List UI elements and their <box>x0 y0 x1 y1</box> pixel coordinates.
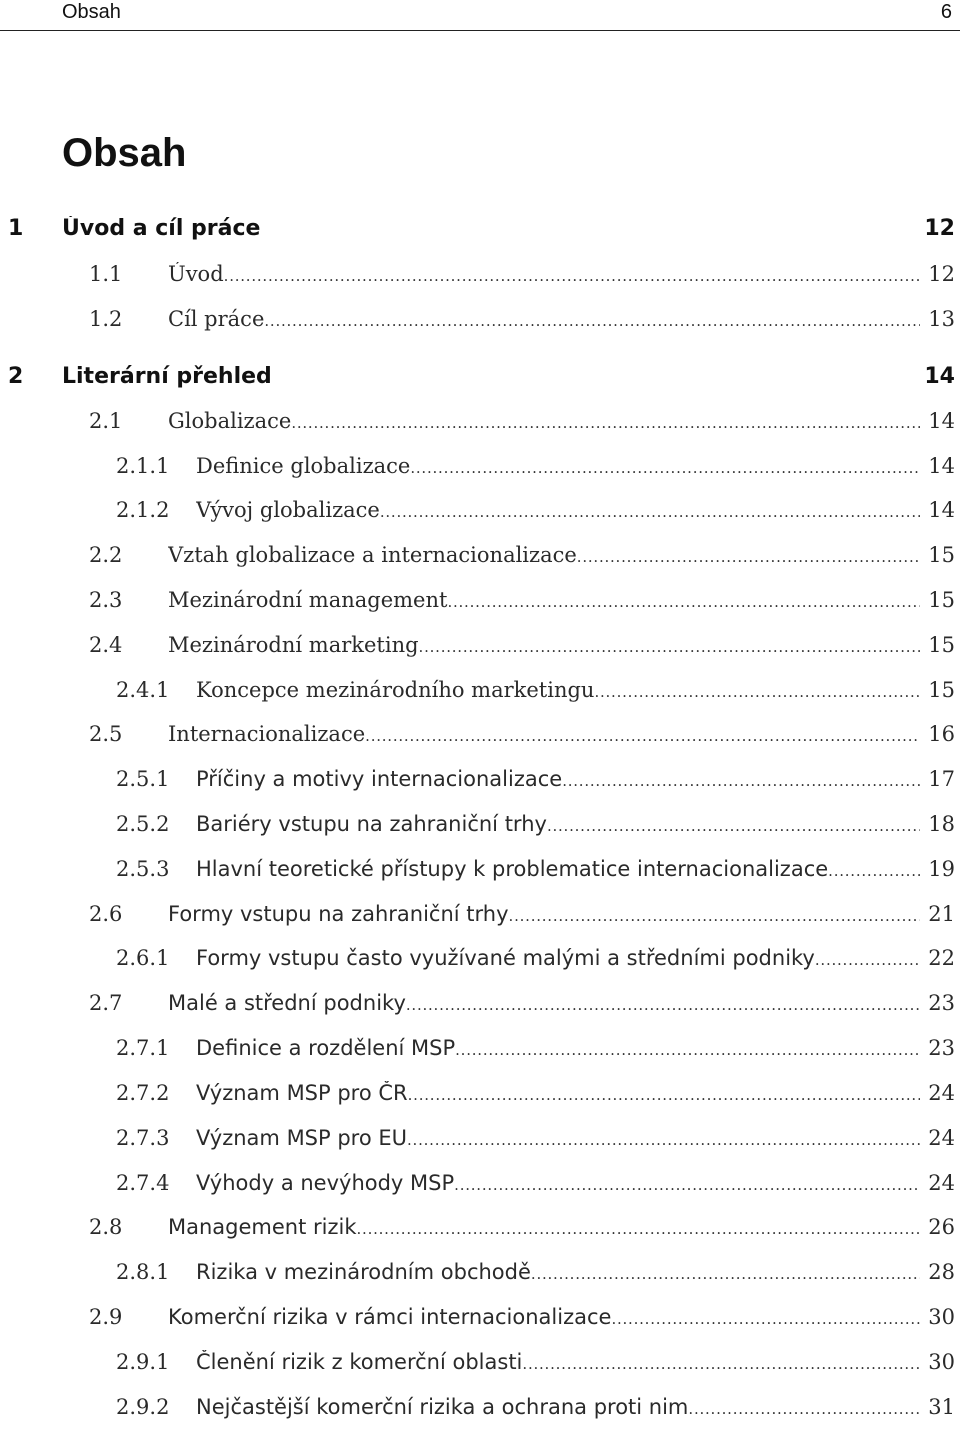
toc-entry-number: 2.4.1 <box>116 678 170 702</box>
toc-entry[interactable] <box>0 262 960 296</box>
toc-entry-page: 13 <box>928 307 955 331</box>
toc-entry-title-line <box>168 307 920 331</box>
toc-entry-title: Bariéry vstupu na zahraniční trhy <box>196 812 547 836</box>
dot-leader <box>407 1126 920 1150</box>
toc-entry-page: 19 <box>928 857 955 881</box>
toc-entry-number: 2.7.3 <box>116 1126 170 1150</box>
toc-entry-title: Malé a střední podniky <box>168 991 406 1015</box>
dot-leader <box>419 633 920 657</box>
dot-leader <box>562 767 920 791</box>
toc-entry-title: Nejčastější komerční rizika a ochrana proti nim <box>196 1395 689 1419</box>
toc-entry-page: 16 <box>928 722 955 746</box>
header-page-number: 6 <box>940 1 952 23</box>
toc-entry-title: Formy vstupu často využívané malými a středními podniky <box>196 946 815 970</box>
dot-leader <box>455 1036 920 1060</box>
dot-leader <box>408 1081 920 1105</box>
toc-entry[interactable] <box>0 543 960 577</box>
toc-entry[interactable] <box>0 409 960 443</box>
toc-entry-number: 2.6 <box>89 902 123 926</box>
toc-entry-page: 14 <box>928 409 955 433</box>
toc-entry[interactable] <box>0 722 960 756</box>
toc-entry-title-line <box>62 364 920 389</box>
toc-entry-title-line <box>168 409 920 433</box>
toc-entry-number: 2.1.1 <box>116 454 170 478</box>
toc-entry[interactable] <box>0 1215 960 1249</box>
toc-entry-title-line <box>196 1395 920 1419</box>
toc-entry-number: 2.7.4 <box>116 1171 170 1195</box>
toc-entry[interactable] <box>0 857 960 891</box>
toc-entry-title-line <box>168 1215 920 1239</box>
toc-entry-title: Globalizace <box>168 409 292 433</box>
toc-entry-title: Výhody a nevýhody MSP <box>196 1171 455 1195</box>
toc-entry-page: 17 <box>928 767 955 791</box>
toc-entry-number: 2.2 <box>89 543 123 567</box>
dot-leader <box>828 857 920 881</box>
toc-entry[interactable] <box>0 216 960 250</box>
running-header <box>0 0 960 31</box>
toc-entry-title: Rizika v mezinárodním obchodě <box>196 1260 531 1284</box>
toc-entry-title-line <box>168 633 920 657</box>
toc-entry-title: Hlavní teoretické přístupy k problematice internacionalizace <box>196 857 829 881</box>
toc-entry-number: 1 <box>8 216 24 241</box>
toc-entry[interactable] <box>0 498 960 532</box>
toc-entry-title-line <box>196 812 920 836</box>
toc-entry[interactable] <box>0 1126 960 1160</box>
toc-entry-page: 30 <box>928 1350 955 1374</box>
toc-entry[interactable] <box>0 1081 960 1115</box>
toc-entry-title: Management rizik <box>168 1215 357 1239</box>
toc-entry-title-line <box>62 216 920 241</box>
toc-entry-title-line <box>196 498 920 522</box>
toc-entry-title-line <box>168 722 920 746</box>
toc-entry-page: 12 <box>924 216 955 241</box>
toc-entry-title-line <box>196 946 920 970</box>
toc-entry[interactable] <box>0 307 960 341</box>
toc-entry[interactable] <box>0 991 960 1025</box>
toc-entry-title: Definice a rozdělení MSP <box>196 1036 456 1060</box>
toc-entry-number: 2.7.1 <box>116 1036 170 1060</box>
toc-entry-title-line <box>196 1260 920 1284</box>
toc-entry[interactable] <box>0 1036 960 1070</box>
dot-leader <box>410 454 920 478</box>
toc-entry-title-line <box>196 678 920 702</box>
toc-entry[interactable] <box>0 812 960 846</box>
toc-entry[interactable] <box>0 1395 960 1429</box>
toc-entry[interactable] <box>0 1171 960 1205</box>
toc-entry-title-line <box>196 767 920 791</box>
dot-leader <box>509 902 920 926</box>
toc-entry-title: Význam MSP pro EU <box>196 1126 408 1150</box>
toc-entry-title-line <box>196 1171 920 1195</box>
toc-entry-page: 24 <box>928 1171 955 1195</box>
toc-entry-title: Cíl práce <box>168 307 265 331</box>
toc-entry-title-line <box>168 588 920 612</box>
toc-entry[interactable] <box>0 633 960 667</box>
toc-entry-title: Mezinárodní management <box>168 588 448 612</box>
toc-entry-title-line <box>196 857 920 881</box>
toc-entry-title-line <box>168 902 920 926</box>
toc-entry-number: 2.5.2 <box>116 812 170 836</box>
toc-entry-number: 2.5.3 <box>116 857 170 881</box>
toc-entry[interactable] <box>0 364 960 398</box>
toc-entry-title: Příčiny a motivy internacionalizace <box>196 767 563 791</box>
toc-entry-title-line <box>196 454 920 478</box>
toc-entry-title: Definice globalizace <box>196 454 411 478</box>
toc-entry[interactable] <box>0 1260 960 1294</box>
dot-leader <box>531 1260 920 1284</box>
toc-entry-title: Úvod a cíl práce <box>62 216 261 241</box>
toc-entry-title: Koncepce mezinárodního marketingu <box>196 678 595 702</box>
toc-entry-title: Literární přehled <box>62 364 272 389</box>
dot-leader <box>547 812 920 836</box>
toc-entry-page: 28 <box>928 1260 955 1284</box>
toc-entry-page: 23 <box>928 991 955 1015</box>
toc-entry-number: 2.1.2 <box>116 498 170 522</box>
toc-entry-page: 15 <box>928 543 955 567</box>
dot-leader <box>594 678 920 702</box>
toc-entry-title: Internacionalizace <box>168 722 366 746</box>
toc-entry-title-line <box>168 262 920 286</box>
toc-entry-number: 2.9 <box>89 1305 123 1329</box>
toc-entry-number: 2.1 <box>89 409 123 433</box>
dot-leader <box>577 543 920 567</box>
toc-entry-page: 23 <box>928 1036 955 1060</box>
toc-entry[interactable] <box>0 1305 960 1339</box>
toc-entry-title-line <box>196 1126 920 1150</box>
dot-leader <box>357 1215 921 1239</box>
toc-entry-title-line <box>168 543 920 567</box>
toc-entry-title-line <box>168 991 920 1015</box>
toc-entry-number: 2.4 <box>89 633 123 657</box>
toc-entry-title: Mezinárodní marketing <box>168 633 419 657</box>
toc-entry-page: 14 <box>928 498 955 522</box>
dot-leader <box>224 262 920 286</box>
toc-entry[interactable] <box>0 767 960 801</box>
dot-leader <box>365 722 920 746</box>
toc-entry-page: 15 <box>928 678 955 702</box>
dot-leader <box>406 991 920 1015</box>
dot-leader <box>447 588 920 612</box>
dot-leader <box>380 498 920 522</box>
toc-entry-number: 2.9.2 <box>116 1395 170 1419</box>
toc-entry-page: 24 <box>928 1081 955 1105</box>
toc-entry-number: 2.9.1 <box>116 1350 170 1374</box>
toc-entry[interactable] <box>0 946 960 980</box>
toc-entry-title: Komerční rizika v rámci internacionalizace <box>168 1305 612 1329</box>
toc-entry-page: 15 <box>928 633 955 657</box>
toc-entry-title-line <box>196 1081 920 1105</box>
toc-entry-page: 15 <box>928 588 955 612</box>
toc-entry-page: 24 <box>928 1126 955 1150</box>
toc-entry-number: 2 <box>8 364 24 389</box>
toc-entry-number: 1.2 <box>89 307 123 331</box>
toc-entry-title: Členění rizik z komerční oblasti <box>196 1350 523 1374</box>
toc-entry-page: 14 <box>924 364 955 389</box>
toc-entry[interactable] <box>0 678 960 712</box>
toc-entry-number: 2.7 <box>89 991 123 1015</box>
toc-entry-title-line <box>196 1036 920 1060</box>
toc-entry-title-line <box>196 1350 920 1374</box>
page-title: Obsah <box>62 131 187 175</box>
toc-entry-page: 30 <box>928 1305 955 1329</box>
dot-leader <box>291 409 920 433</box>
toc-entry-title: Vztah globalizace a internacionalizace <box>168 543 577 567</box>
toc-entry[interactable] <box>0 454 960 488</box>
toc-entry-page: 21 <box>928 902 955 926</box>
toc-entry-number: 2.3 <box>89 588 123 612</box>
toc-entry-page: 14 <box>928 454 955 478</box>
dot-leader <box>611 1305 920 1329</box>
dot-leader <box>454 1171 920 1195</box>
toc-entry-number: 2.8 <box>89 1215 123 1239</box>
toc-entry[interactable] <box>0 588 960 622</box>
toc-entry-number: 2.6.1 <box>116 946 170 970</box>
toc-entry-number: 2.8.1 <box>116 1260 170 1284</box>
toc-entry-page: 12 <box>928 262 955 286</box>
toc-entry-page: 18 <box>928 812 955 836</box>
toc-entry-number: 2.5 <box>89 722 123 746</box>
header-section-name: Obsah <box>62 1 121 23</box>
toc-entry-number: 2.5.1 <box>116 767 170 791</box>
toc-entry-title: Formy vstupu na zahraniční trhy <box>168 902 509 926</box>
dot-leader <box>815 946 920 970</box>
toc-entry-title-line <box>168 1305 920 1329</box>
toc-entry[interactable] <box>0 1350 960 1384</box>
toc-entry-title: Význam MSP pro ČR <box>196 1081 408 1105</box>
dot-leader <box>522 1350 920 1374</box>
toc-entry-title: Úvod <box>168 262 224 286</box>
toc-entry-number: 1.1 <box>89 262 123 286</box>
toc-entry-page: 22 <box>928 946 955 970</box>
toc-entry-page: 26 <box>928 1215 955 1239</box>
toc-entry-title: Vývoj globalizace <box>196 498 380 522</box>
dot-leader <box>264 307 920 331</box>
toc-entry[interactable] <box>0 902 960 936</box>
toc-entry-page: 31 <box>928 1395 955 1419</box>
toc-entry-number: 2.7.2 <box>116 1081 170 1105</box>
dot-leader <box>688 1395 920 1419</box>
